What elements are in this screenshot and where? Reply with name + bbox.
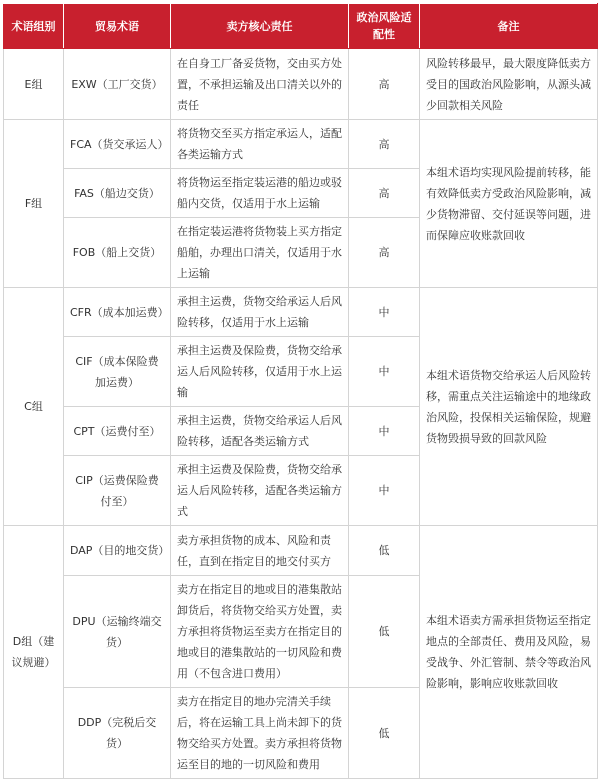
term-cell: CFR（成本加运费） [64,288,171,337]
term-cell: CIP（运费保险费付至） [64,456,171,526]
note-cell: 本组术语卖方需承担货物运至指定地点的全部责任、费用及风险，易受战争、外汇管制、禁令等政治风险影响，影响应收账款回收 [420,526,598,779]
table-row [4,288,598,337]
term-cell: DAP（目的地交货） [64,526,171,576]
incoterms-table [3,3,598,779]
fit-cell: 高 [349,49,420,120]
table-row [4,49,598,120]
duty-cell: 在自身工厂备妥货物，交由买方处置，不承担运输及出口清关以外的责任 [171,49,349,120]
fit-cell: 低 [349,526,420,576]
duty-cell: 承担主运费，货物交给承运人后风险转移，适配各类运输方式 [171,407,349,456]
header-fit: 政治风险适配性 [349,4,420,49]
table-row [4,120,598,169]
header-duty: 卖方核心责任 [171,4,349,49]
group-cell: C组 [4,288,64,526]
table-header-row [4,4,598,49]
duty-cell: 在指定装运港将货物装上买方指定船舶，办理出口清关，仅适用于水上运输 [171,218,349,288]
duty-cell: 卖方在指定目的地办完清关手续后，将在运输工具上尚未卸下的货物交给买方处置。卖方承担将货物运至目的地的一切风险和费用 [171,688,349,779]
note-cell: 本组术语货物交给承运人后风险转移，需重点关注运输途中的地缘政治风险，投保相关运输保险，规避货物毁损导致的回款风险 [420,288,598,526]
header-group: 术语组别 [4,4,64,49]
fit-cell: 中 [349,337,420,407]
term-cell: FCA（货交承运人） [64,120,171,169]
duty-cell: 承担主运费及保险费，货物交给承运人后风险转移，仅适用于水上运输 [171,337,349,407]
duty-cell: 将货物交至买方指定承运人，适配各类运输方式 [171,120,349,169]
term-cell: EXW（工厂交货） [64,49,171,120]
term-cell: DDP（完税后交货） [64,688,171,779]
fit-cell: 低 [349,576,420,688]
note-cell: 本组术语均实现风险提前转移，能有效降低卖方受政治风险影响，减少货物滞留、交付延误等问题，进而保障应收账款回收 [420,120,598,288]
group-cell: D组（建议规避） [4,526,64,779]
header-term: 贸易术语 [64,4,171,49]
header-note: 备注 [420,4,598,49]
duty-cell: 将货物运至指定装运港的船边或驳船内交货，仅适用于水上运输 [171,169,349,218]
duty-cell: 卖方在指定目的地或目的港集散站卸货后，将货物交给买方处置，卖方承担将货物运至卖方在指定目的地或目的港集散站的一切风险和费用（不包含进口费用） [171,576,349,688]
term-cell: CPT（运费付至） [64,407,171,456]
term-cell: FAS（船边交货） [64,169,171,218]
term-cell: FOB（船上交货） [64,218,171,288]
group-cell: E组 [4,49,64,120]
fit-cell: 高 [349,218,420,288]
duty-cell: 卖方承担货物的成本、风险和责任，直到在指定目的地交付买方 [171,526,349,576]
fit-cell: 中 [349,456,420,526]
duty-cell: 承担主运费，货物交给承运人后风险转移，仅适用于水上运输 [171,288,349,337]
term-cell: DPU（运输终端交货） [64,576,171,688]
fit-cell: 中 [349,288,420,337]
note-cell: 风险转移最早，最大限度降低卖方受目的国政治风险影响，从源头减少回款相关风险 [420,49,598,120]
fit-cell: 高 [349,169,420,218]
fit-cell: 高 [349,120,420,169]
table-row [4,526,598,576]
duty-cell: 承担主运费及保险费，货物交给承运人后风险转移，适配各类运输方式 [171,456,349,526]
group-cell: F组 [4,120,64,288]
term-cell: CIF（成本保险费加运费） [64,337,171,407]
fit-cell: 中 [349,407,420,456]
fit-cell: 低 [349,688,420,779]
